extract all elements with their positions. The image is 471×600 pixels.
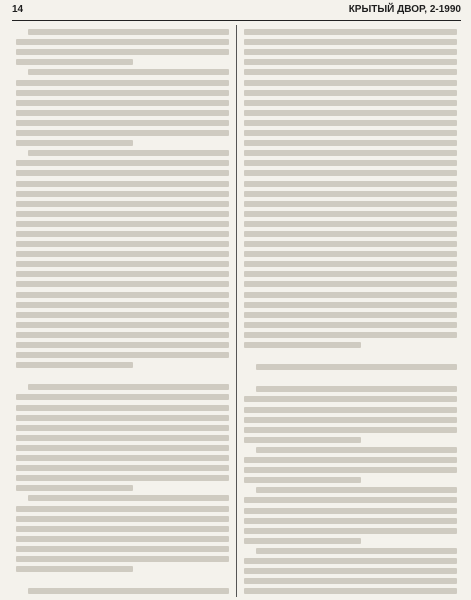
text-line (244, 518, 457, 524)
text-line (16, 485, 133, 491)
text-line (244, 322, 457, 328)
text-line (244, 538, 361, 544)
paragraph-gap (16, 372, 229, 380)
text-line (244, 181, 457, 187)
text-line (16, 536, 229, 542)
text-line (16, 516, 229, 522)
article-columns (12, 25, 461, 597)
masthead: КРЫТЫЙ ДВОР, 2-1990 (348, 4, 461, 15)
text-line (244, 90, 457, 96)
page-header (12, 4, 461, 21)
text-line (28, 588, 229, 594)
text-line (16, 201, 229, 207)
text-line (16, 556, 229, 562)
text-line (28, 150, 229, 156)
text-line (16, 120, 229, 126)
text-line (244, 271, 457, 277)
text-line (16, 160, 229, 166)
text-line (28, 495, 229, 501)
text-line (244, 150, 457, 156)
text-line (16, 140, 133, 146)
text-line (16, 312, 229, 318)
text-line (244, 191, 457, 197)
text-line (16, 394, 229, 400)
text-line (244, 201, 457, 207)
text-line (16, 546, 229, 552)
text-line (16, 362, 133, 368)
text-line (16, 302, 229, 308)
text-line (16, 39, 229, 45)
text-line (244, 120, 457, 126)
text-line (256, 487, 457, 493)
text-line (244, 251, 457, 257)
text-line (16, 435, 229, 441)
text-line (16, 292, 229, 298)
text-line (244, 332, 457, 338)
text-line (16, 465, 229, 471)
text-line (244, 59, 457, 65)
text-line (244, 261, 457, 267)
text-line (244, 49, 457, 55)
text-line (16, 261, 229, 267)
text-line (16, 425, 229, 431)
page-number: 14 (12, 4, 24, 15)
right-column (240, 25, 461, 597)
text-line (16, 455, 229, 461)
text-line (16, 526, 229, 532)
text-line (16, 90, 229, 96)
text-line (16, 231, 229, 237)
text-line (16, 475, 229, 481)
text-line (244, 558, 457, 564)
text-line (244, 29, 457, 35)
text-line (244, 568, 457, 574)
text-line (16, 170, 229, 176)
text-line (16, 566, 133, 572)
text-line (244, 528, 457, 534)
text-line (244, 588, 457, 594)
text-line (16, 80, 229, 86)
text-line (28, 69, 229, 75)
text-line (16, 271, 229, 277)
text-line (244, 69, 457, 75)
text-line (244, 497, 457, 503)
paragraph-gap (244, 352, 457, 360)
column-divider (236, 25, 237, 597)
text-line (244, 160, 457, 166)
text-line (244, 578, 457, 584)
text-line (256, 447, 457, 453)
text-line (244, 427, 457, 433)
text-line (244, 231, 457, 237)
text-line (244, 80, 457, 86)
text-line (244, 281, 457, 287)
text-line (16, 59, 133, 65)
text-line (16, 405, 229, 411)
text-line (244, 100, 457, 106)
text-line (16, 181, 229, 187)
text-line (16, 281, 229, 287)
text-line (244, 110, 457, 116)
text-line (244, 477, 361, 483)
text-line (244, 407, 457, 413)
text-line (244, 140, 457, 146)
text-line (16, 221, 229, 227)
text-line (16, 49, 229, 55)
text-line (244, 396, 457, 402)
text-line (28, 384, 229, 390)
text-line (244, 39, 457, 45)
text-line (244, 457, 457, 463)
text-line (16, 251, 229, 257)
text-line (244, 342, 361, 348)
left-column (12, 25, 233, 597)
text-line (244, 241, 457, 247)
text-line (256, 386, 457, 392)
text-line (244, 292, 457, 298)
text-line (16, 191, 229, 197)
text-line (16, 415, 229, 421)
text-line (16, 241, 229, 247)
text-line (16, 100, 229, 106)
text-line (244, 437, 361, 443)
text-line (16, 332, 229, 338)
text-line (244, 312, 457, 318)
paragraph-gap (16, 576, 229, 584)
text-line (244, 211, 457, 217)
text-line (16, 130, 229, 136)
text-line (244, 221, 457, 227)
text-line (244, 417, 457, 423)
text-line (244, 170, 457, 176)
text-line (256, 548, 457, 554)
text-line (244, 508, 457, 514)
text-line (244, 467, 457, 473)
text-line (28, 29, 229, 35)
text-line (16, 342, 229, 348)
paragraph-gap (244, 374, 457, 382)
text-line (256, 364, 457, 370)
text-line (244, 302, 457, 308)
text-line (16, 110, 229, 116)
text-line (16, 506, 229, 512)
text-line (16, 352, 229, 358)
text-line (16, 322, 229, 328)
text-line (16, 211, 229, 217)
text-line (244, 130, 457, 136)
text-line (16, 445, 229, 451)
